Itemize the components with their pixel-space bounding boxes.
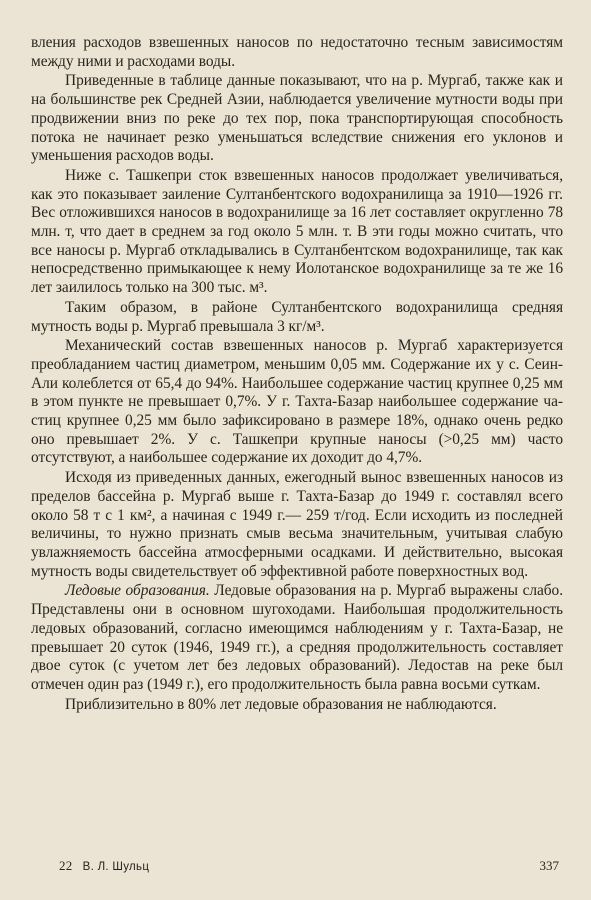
paragraph: Приведенные в таблице данные показывают, что на р. Мургаб, также как и на большинстве рек Средней Азии, наблюдается увеличение мутности воды при продвижении вниз по реке до тех пор, пока транспортирующая способность потока не начинает резко уменьшаться вследствие снижения его уклонов и уменьшения расходов воды. — [31, 72, 563, 165]
section-lead-heading: Ледовые образования. — [65, 582, 210, 600]
page-number: 337 — [539, 858, 559, 873]
signature-number: 22 — [59, 858, 73, 873]
page-footer — [31, 858, 563, 876]
body-text — [31, 34, 563, 714]
paragraph: Механический состав взвешенных наносов р. Мургаб характеризуется преобладанием частиц диаметром, меньшим 0,05 мм. Содержание их у с. Сеин-Али колеблется от 65,4 до 94%. Наибольшее содержание частиц крупнее 0,25 мм в этом пункте не превышает 0,7%. У г. Тахта-Базар наибольшее содержание частиц крупнее 0,25 мм было зафиксировано в размере 18%, однако очень редко оно превышает 2%. У с. Ташкепри крупные наносы (>0,25 мм) часто отсутствуют, а наибольшее содержание их доходит до 4,7%. — [31, 337, 563, 467]
paragraph-ice-formations: Ледовые образования. Ледовые образования на р. Мургаб выражены слабо. Представлены они в основном шугоходами. Наибольшая продолжительность ледовых образований, согласно имеющимся наблюдениям у г. Тахта-Базар, не превышает 20 суток (1946, 1949 гг.), а средняя продолжительность составляет двое суток (с учетом лет без ледовых образований). Ледостав на реке был отмечен один раз (1949 г.), его продолжительность была равна восьми суткам. — [31, 582, 564, 693]
paragraph: вления расходов взвешенных наносов по недостаточно тесным зависимостям между ними и расходами воды. — [31, 34, 563, 70]
printer-signature — [59, 858, 149, 874]
paragraph: Приблизительно в 80% лет ледовые образования не наблюдаются. — [65, 695, 497, 713]
signature-author: В. Л. Шульц — [82, 861, 150, 873]
paragraph: Таким образом, в районе Султанбентского водохранилища средняя мутность воды р. Мургаб превышала 3 кг/м³. — [31, 298, 563, 335]
paragraph: Ниже с. Ташкепри сток взвешенных наносов продолжает увеличиваться, как это показывает заиление Султанбентского водохранилища за 1910—1926 гг. Вес отложившихся наносов в водохранилище за 16 лет составляет округленно 78 млн. т, что дает в среднем за год около 5 млн. т. В эти годы можно считать, что все наносы р. Мургаб откладывались в Султанбентском водохранилище, так как непосредственно примыкающее к нему Иолотанское водохранилище за те же 16 лет заилилось только на 300 тыс. м³. — [31, 166, 563, 297]
paragraph: Исходя из приведенных данных, ежегодный вынос взвешенных наносов из пределов бассейна р. Мургаб выше г. Тахта-Базар до 1949 г. составлял всего около 58 т с 1 км², а начиная с 1949 г.— 259 т/год. Если исходить из последней величины, то нужно признать смыв весьма значительным, учитывая слабую увлажняемость бассейна атмосферными осадками. И действительно, высокая мутность воды свидетельствует об эффективной работе поверхностных вод. — [31, 469, 563, 580]
